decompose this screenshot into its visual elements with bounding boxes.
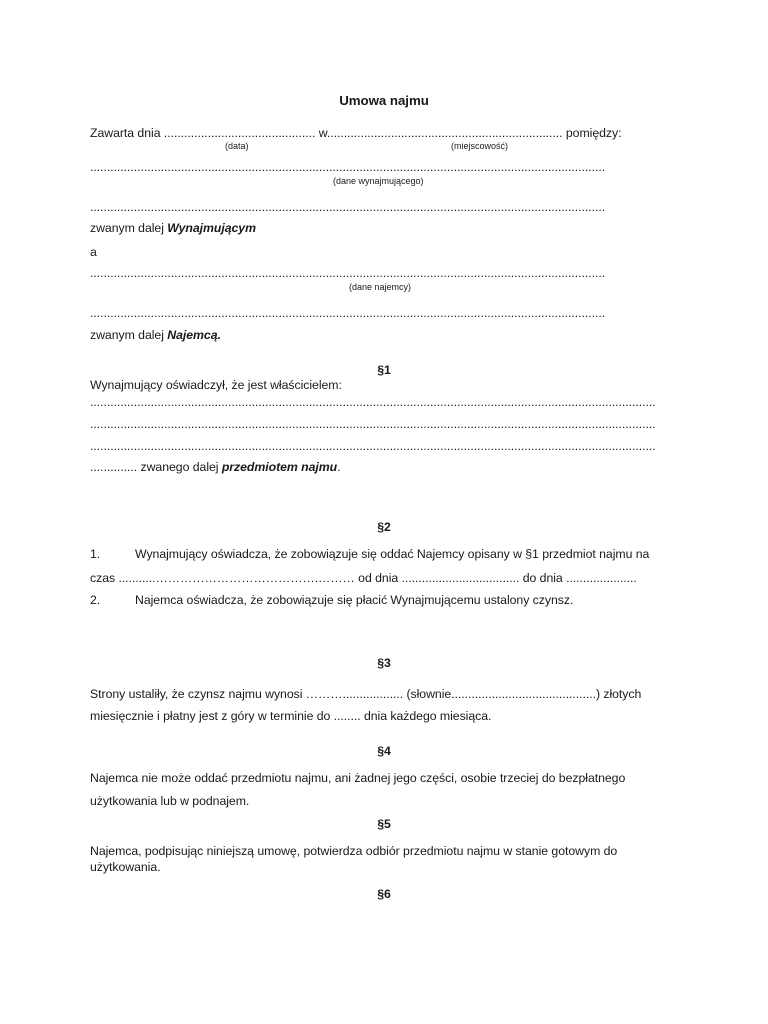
intro-line: Zawarta dnia ............................................. w...................................................................... pomiędzy: [90,126,622,140]
landlord-called-prefix: zwanym dalej [90,221,168,235]
section-2-item-2 [90,592,690,608]
tenant-dots-1: ......................................................................................................................................................... [90,266,606,280]
tenant-called-name: Najemcą. [167,328,221,342]
section-1-dots-2: ........................................................................................................................................................................ [90,417,656,431]
landlord-called [90,220,256,236]
section-1-last-line [90,459,341,475]
section-1-last-suffix: . [337,460,341,474]
section-1-subject-term: przedmiotem najmu [221,460,338,474]
section-2-heading: §2 [377,520,391,534]
section-5-heading: §5 [377,817,391,831]
section-6-heading: §6 [377,887,391,901]
section-2-item-1-number: 1. [90,547,101,561]
section-1-dots-3: ........................................................................................................................................................................ [90,439,656,453]
tenant-dots-2: ......................................................................................................................................................... [90,306,606,320]
section-2-item-1-continuation: czas ...........………………………………….……… od dnia ................................... do dnia ..................... [90,571,637,585]
section-5-line-1: Najemca, podpisując niniejszą umowę, potwierdza odbiór przedmiotu najmu w stanie gotowym do [90,844,618,858]
section-1-text: Wynajmujący oświadczył, że jest właścicielem: [90,378,342,392]
conjunction: a [90,245,97,259]
tenant-data-label: (dane najemcy) [349,282,412,292]
section-4-line-1: Najemca nie może oddać przedmiotu najmu, ani żadnej jego części, osobie trzeciej do bezpłatnego [90,771,626,785]
date-label: (data) [225,141,249,151]
section-3-heading: §3 [377,656,391,670]
section-2-item-1-text: Wynajmujący oświadcza, że zobowiązuje się oddać Najemcy opisany w §1 przedmiot najmu na [135,547,650,561]
landlord-dots-2: ......................................................................................................................................................... [90,200,606,214]
landlord-called-name: Wynajmującym [167,221,256,235]
section-3-line-2: miesięcznie i płatny jest z góry w terminie do ........ dnia każdego miesiąca. [90,709,492,723]
place-label: (miejscowość) [451,141,509,151]
tenant-called [90,327,221,343]
section-3-line-1: Strony ustaliły, że czynsz najmu wynosi ……….................. (słownie...........................................) złotych [90,687,642,701]
section-2-item-2-text: Najemca oświadcza, że zobowiązuje się płacić Wynajmującemu ustalony czynsz. [135,593,574,607]
tenant-called-prefix: zwanym dalej [90,328,168,342]
section-1-heading: §1 [377,363,391,377]
section-4-heading: §4 [377,744,391,758]
section-2-item-1 [90,546,690,562]
landlord-dots-1: ......................................................................................................................................................... [90,160,606,174]
section-1-dots-1: ........................................................................................................................................................................ [90,395,656,409]
document-title: Umowa najmu [339,93,429,108]
section-1-last-prefix: .............. zwanego dalej [90,460,222,474]
section-4-line-2: użytkowania lub w podnajem. [90,794,250,808]
section-5-line-2: użytkowania. [90,860,161,874]
section-2-item-2-number: 2. [90,593,101,607]
landlord-data-label: (dane wynajmującego) [333,176,424,186]
